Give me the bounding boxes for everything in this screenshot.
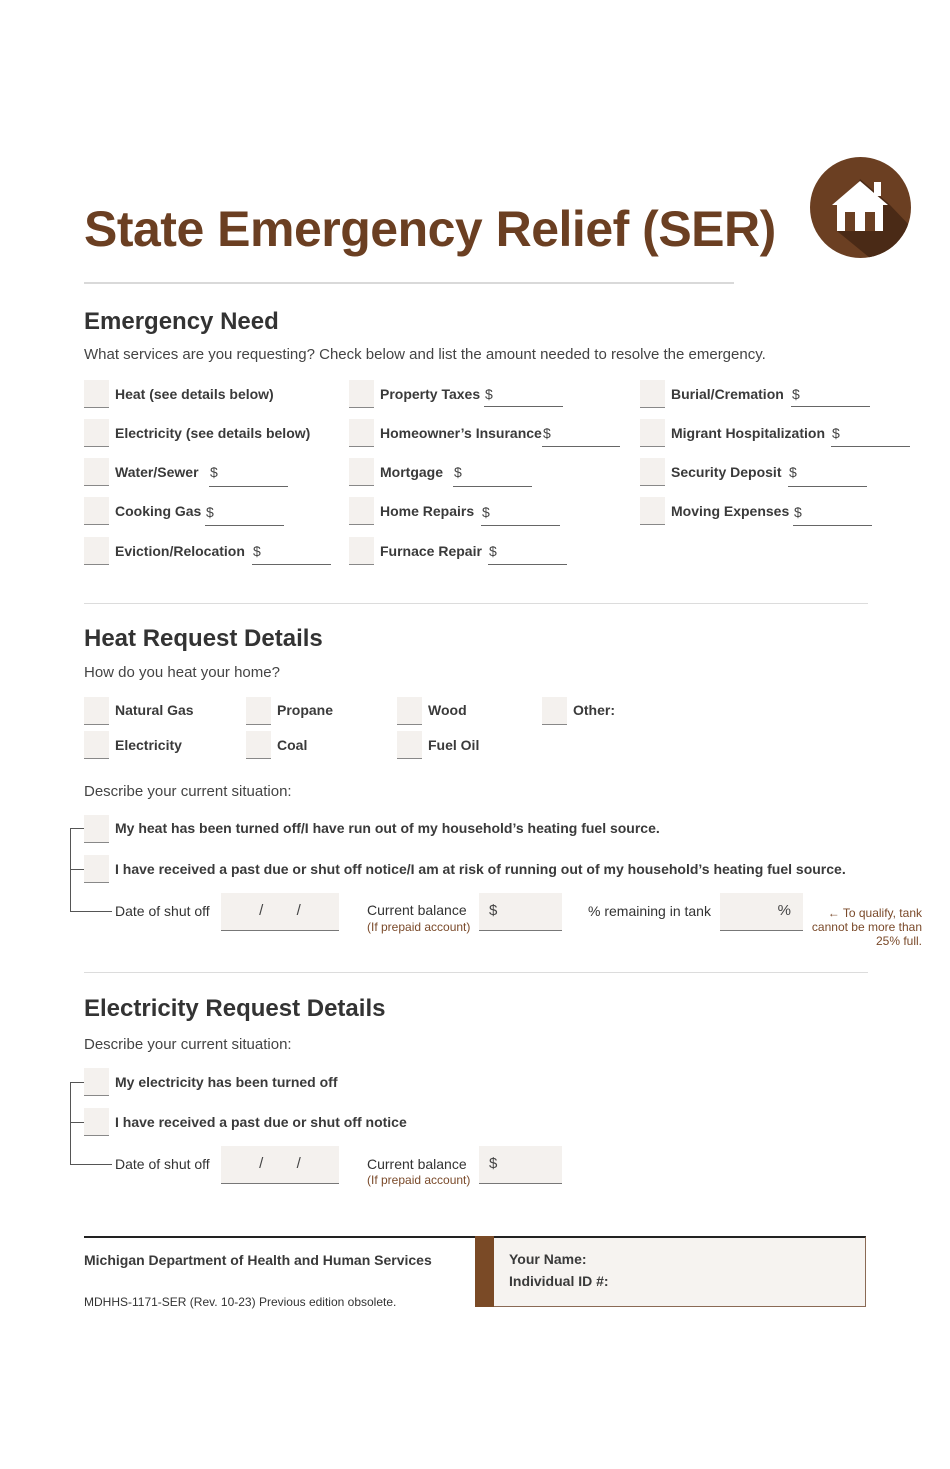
checkbox-cooking-gas[interactable]: [84, 497, 109, 525]
currency-symbol: $: [210, 464, 218, 480]
checkbox-wood[interactable]: [397, 697, 422, 725]
amount-mortgage[interactable]: [453, 486, 532, 487]
your-name-field[interactable]: Your Name:: [509, 1251, 587, 1267]
checkbox-heat-electricity[interactable]: [84, 731, 109, 759]
label-heat-electricity: Electricity: [115, 737, 182, 753]
amount-home-repairs[interactable]: [481, 525, 560, 526]
checkbox-migrant-hospitalization[interactable]: [640, 419, 665, 447]
checkbox-water-sewer[interactable]: [84, 458, 109, 486]
amount-furnace-repair[interactable]: [488, 564, 567, 565]
tank-input[interactable]: %: [720, 893, 803, 931]
amount-moving-expenses[interactable]: [793, 525, 872, 526]
form-id: MDHHS-1171-SER (Rev. 10-23) Previous edition obsolete.: [84, 1295, 397, 1309]
heat-situation-prompt: Describe your current situation:: [84, 783, 292, 800]
checkbox-heat-past-due[interactable]: [84, 855, 109, 883]
currency-symbol: $: [454, 464, 462, 480]
heat-balance-note: (If prepaid account): [367, 920, 471, 934]
label-security-deposit: Security Deposit: [671, 464, 782, 480]
heat-balance-input[interactable]: $: [479, 893, 562, 931]
heat-balance-label: Current balance: [367, 902, 467, 918]
label-heat: Heat (see details below): [115, 386, 274, 402]
currency-symbol: $: [253, 543, 261, 559]
label-coal: Coal: [277, 737, 308, 753]
label-water-sewer: Water/Sewer: [115, 464, 199, 480]
currency-symbol: $: [489, 543, 497, 559]
footer-divider: [84, 1236, 476, 1238]
label-home-repairs: Home Repairs: [380, 503, 475, 519]
label-electricity: Electricity (see details below): [115, 425, 311, 441]
checkbox-other[interactable]: [542, 697, 567, 725]
amount-eviction[interactable]: [252, 564, 331, 565]
currency-symbol: $: [832, 425, 840, 441]
department-name: Michigan Department of Health and Human Services: [84, 1252, 432, 1268]
electric-heading: Electricity Request Details: [84, 995, 386, 1022]
checkbox-eviction[interactable]: [84, 537, 109, 565]
electric-balance-note: (If prepaid account): [367, 1173, 471, 1187]
checkbox-burial[interactable]: [640, 380, 665, 408]
label-propane: Propane: [277, 702, 334, 718]
title-divider: [84, 282, 734, 284]
currency-symbol: $: [482, 504, 490, 520]
heat-date-label: Date of shut off: [115, 903, 210, 919]
checkbox-electric-past-due[interactable]: [84, 1108, 109, 1136]
tank-note-1: ← To qualify, tank: [827, 906, 922, 920]
label-fuel-oil: Fuel Oil: [428, 737, 480, 753]
checkbox-natural-gas[interactable]: [84, 697, 109, 725]
label-heat-turned-off: My heat has been turned off/I have run out of my household’s heating fuel source.: [115, 820, 660, 836]
bracket-line: [70, 1122, 84, 1123]
electric-balance-input[interactable]: $: [479, 1146, 562, 1184]
amount-water-sewer[interactable]: [209, 486, 288, 487]
currency-symbol: $: [789, 464, 797, 480]
label-homeowners-insurance: Homeowner’s Insurance: [380, 425, 542, 441]
tank-note-3: 25% full.: [875, 934, 922, 948]
label-electric-turned-off: My electricity has been turned off: [115, 1074, 338, 1090]
checkbox-heat-turned-off[interactable]: [84, 815, 109, 843]
amount-property-taxes[interactable]: [484, 406, 563, 407]
checkbox-fuel-oil[interactable]: [397, 731, 422, 759]
emergency-heading: Emergency Need: [84, 308, 279, 335]
electric-balance-label: Current balance: [367, 1156, 467, 1172]
label-burial: Burial/Cremation: [671, 386, 784, 402]
currency-symbol: $: [792, 386, 800, 402]
label-wood: Wood: [428, 702, 467, 718]
electric-date-input[interactable]: / /: [221, 1146, 339, 1184]
amount-cooking-gas[interactable]: [205, 525, 284, 526]
checkbox-propane[interactable]: [246, 697, 271, 725]
checkbox-furnace-repair[interactable]: [349, 537, 374, 565]
individual-id-field[interactable]: Individual ID #:: [509, 1273, 609, 1289]
label-electric-past-due: I have received a past due or shut off notice: [115, 1114, 407, 1130]
checkbox-security-deposit[interactable]: [640, 458, 665, 486]
checkbox-electricity[interactable]: [84, 419, 109, 447]
applicant-box: [475, 1236, 866, 1307]
checkbox-heat[interactable]: [84, 380, 109, 408]
tank-label: % remaining in tank: [588, 903, 711, 919]
checkbox-mortgage[interactable]: [349, 458, 374, 486]
electric-situation-prompt: Describe your current situation:: [84, 1036, 292, 1053]
house-icon: [810, 157, 911, 258]
bracket-line: [70, 1082, 84, 1083]
heat-heading: Heat Request Details: [84, 625, 323, 652]
heat-date-input[interactable]: / /: [221, 893, 339, 931]
label-migrant-hospitalization: Migrant Hospitalization: [671, 425, 825, 441]
checkbox-moving-expenses[interactable]: [640, 497, 665, 525]
electric-date-label: Date of shut off: [115, 1156, 210, 1172]
checkbox-homeowners-insurance[interactable]: [349, 419, 374, 447]
bracket-line: [70, 1082, 71, 1164]
label-natural-gas: Natural Gas: [115, 702, 194, 718]
section-divider: [84, 603, 868, 604]
label-cooking-gas: Cooking Gas: [115, 503, 202, 519]
currency-symbol: $: [543, 425, 551, 441]
tank-note-2: cannot be more than: [811, 920, 922, 934]
bracket-line: [70, 1164, 112, 1165]
currency-symbol: $: [206, 504, 214, 520]
label-eviction: Eviction/Relocation: [115, 543, 245, 559]
checkbox-electric-turned-off[interactable]: [84, 1068, 109, 1096]
label-property-taxes: Property Taxes: [380, 386, 481, 402]
bracket-line: [70, 869, 84, 870]
label-heat-past-due: I have received a past due or shut off notice/I am at risk of running out of my household’s heating fuel source.: [115, 861, 846, 877]
label-furnace-repair: Furnace Repair: [380, 543, 482, 559]
currency-symbol: $: [794, 504, 802, 520]
applicant-box-accent: [475, 1236, 494, 1307]
label-mortgage: Mortgage: [380, 464, 443, 480]
section-divider: [84, 972, 868, 973]
page-title: State Emergency Relief (SER): [84, 201, 776, 257]
currency-symbol: $: [485, 386, 493, 402]
amount-burial[interactable]: [791, 406, 870, 407]
checkbox-coal[interactable]: [246, 731, 271, 759]
bracket-line: [70, 828, 84, 829]
bracket-line: [70, 911, 112, 912]
checkbox-home-repairs[interactable]: [349, 497, 374, 525]
emergency-prompt: What services are you requesting? Check below and list the amount needed to resolve the emergency.: [84, 346, 766, 363]
amount-security-deposit[interactable]: [788, 486, 867, 487]
label-moving-expenses: Moving Expenses: [671, 503, 790, 519]
amount-migrant-hospitalization[interactable]: [831, 446, 910, 447]
checkbox-property-taxes[interactable]: [349, 380, 374, 408]
label-other: Other:: [573, 702, 615, 718]
amount-homeowners-insurance[interactable]: [542, 446, 620, 447]
heat-prompt: How do you heat your home?: [84, 664, 280, 681]
